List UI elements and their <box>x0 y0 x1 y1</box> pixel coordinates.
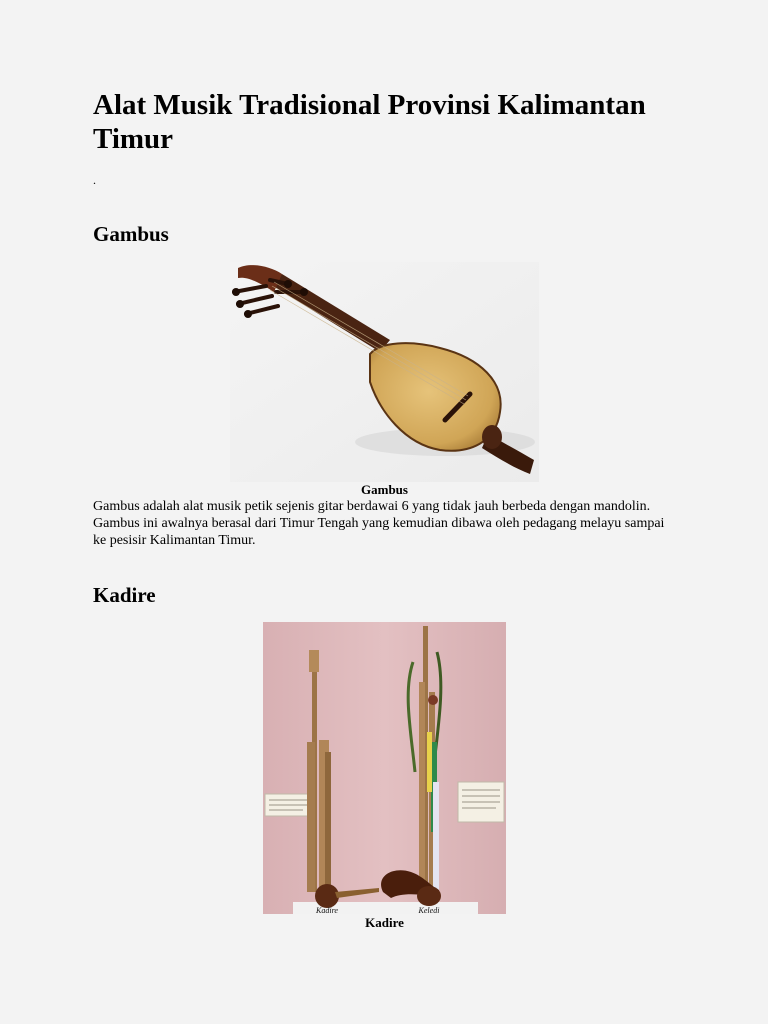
gambus-photo <box>230 262 539 482</box>
section-heading-kadire: Kadire <box>93 583 156 607</box>
separator-dot: . <box>93 173 96 187</box>
kadire-photo-label-left: Kadire <box>316 906 338 914</box>
gambus-description: Gambus adalah alat musik petik sejenis gitar berdawai 6 yang tidak jauh berbeda dengan mandolin. Gambus ini awalnya berasal dari Timur Tengah yang kemudian dibawa oleh pedagang melayu sampai ke pesisir Kalimantan Timur. <box>93 499 665 548</box>
section-heading-gambus: Gambus <box>93 222 169 246</box>
kadire-photo-label-right: Keledi <box>418 906 440 914</box>
kadire-photo <box>263 622 506 914</box>
gambus-caption: Gambus <box>361 482 408 497</box>
page-title: Alat Musik Tradisional Provinsi Kalimantan Timur <box>93 89 646 155</box>
kadire-caption: Kadire <box>365 915 404 930</box>
